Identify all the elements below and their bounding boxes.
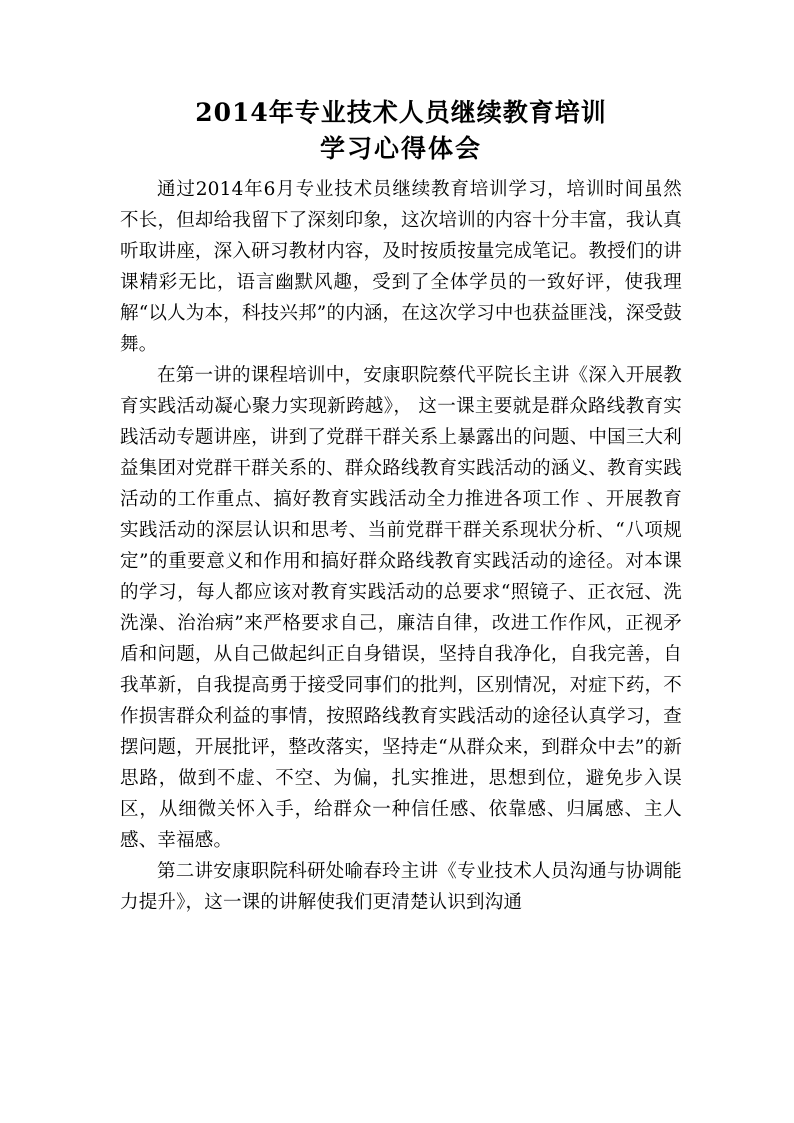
paragraph-lecture-one: 在第一讲的课程培训中，安康职院蔡代平院长主讲《深入开展教育实践活动凝心聚力实现新跨越》， 这一课主要就是群众路线教育实践活动专题讲座，讲到了党群干群关系上暴露出的问题、中国三大利益集团对党群干群关系的、群众路线教育实践活动的涵义、教育实践活动的工作重点、搞好教育实践活动全力推进各项工作 、开展教育实践活动的深层认识和思考、当前党群干群关系现状分析、“八项规定”的重要意义和作用和搞好群众路线教育实践活动的途径。对本课的学习，每人都应该对教育实践活动的总要求“照镜子、正衣冠、洗洗澡、治治病”来严格要求自己，廉洁自律，改进工作作风，正视矛盾和问题，从自己做起纠正自身错误，坚持自我净化，自我完善，自我革新，自我提高勇于接受同事们的批判，区别情况，对症下药，不作损害群众利益的事情，按照路线教育实践活动的途径认真学习，查摆问题，开展批评，整改落实，坚持走“从群众来，到群众中去”的新思路，做到不虚、不空、为偏，扎实推进，思想到位，避免步入误区，从细微关怀入手，给群众一种信任感、依靠感、归属感、主人感、幸福感。 — [120, 365, 682, 851]
document-title-line2: 学习心得体会 — [319, 134, 482, 163]
paragraph-lecture-two: 第二讲安康职院科研处喻春玲主讲《专业技术人员沟通与协调能力提升》，这一课的讲解使我们更清楚认识到沟通 — [120, 861, 682, 913]
document-body — [120, 174, 682, 918]
document-title-line1: 2014年专业技术人员继续教育培训 — [195, 98, 607, 127]
document-page — [120, 98, 682, 918]
paragraph-intro: 通过2014年6月专业技术员继续教育培训学习，培训时间虽然不长，但却给我留下了深刻印象，这次培训的内容十分丰富，我认真听取讲座，深入研习教材内容，及时按质按量完成笔记。教授们的讲课精彩无比，语言幽默风趣，受到了全体学员的一致好评，使我理解“以人为本，科技兴邦”的内涵，在这次学习中也获益匪浅，深受鼓舞。 — [120, 179, 682, 355]
